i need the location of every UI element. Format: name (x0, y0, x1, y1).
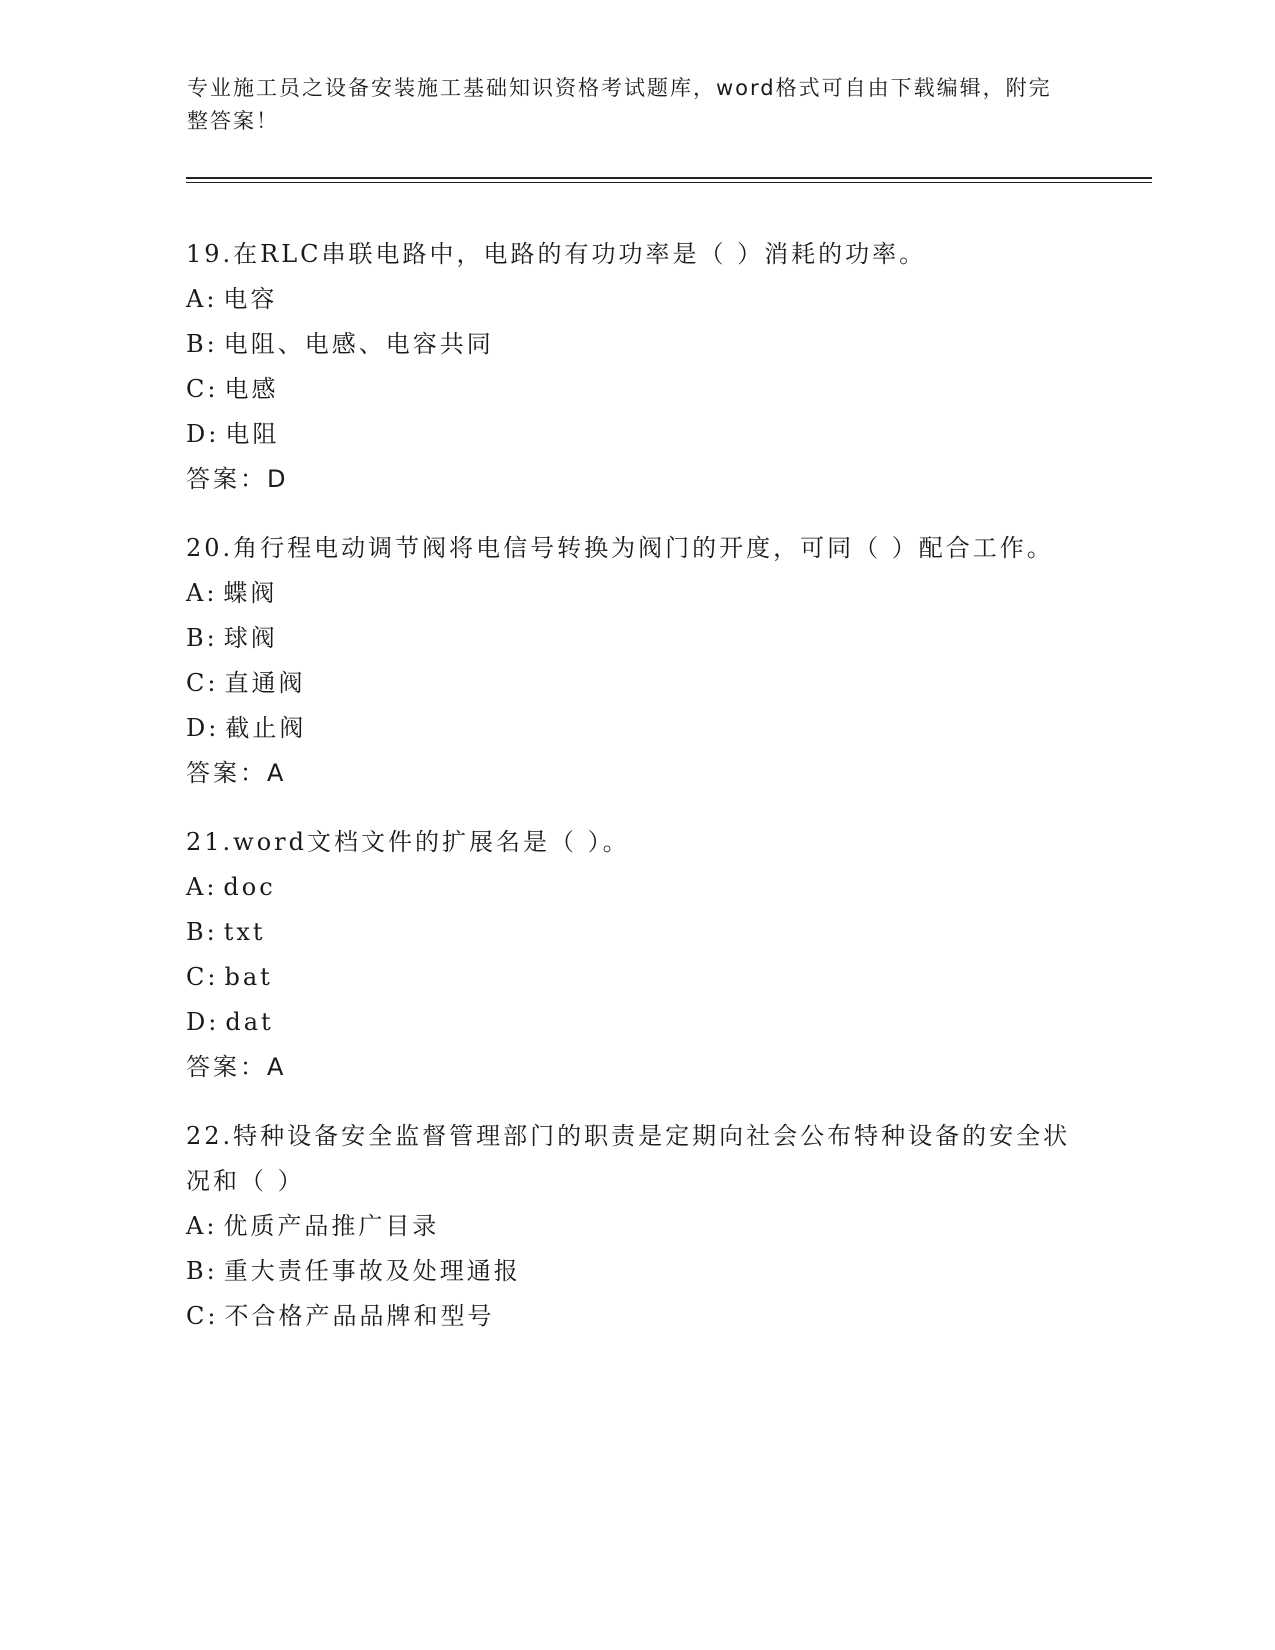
option-text: bat (224, 963, 273, 991)
option-text: 电容 (223, 285, 278, 313)
option-text: 蝶阀 (223, 579, 278, 607)
option-d (186, 412, 1086, 457)
option-text: 截止阀 (225, 714, 307, 742)
option-text: 重大责任事故及处理通报 (223, 1257, 521, 1285)
header-rule-thin (186, 182, 1152, 183)
option-label: B: (186, 1257, 218, 1285)
option-label: A: (186, 873, 218, 901)
question-list (186, 232, 1086, 1363)
option-text: 电阻 (225, 420, 280, 448)
option-label: A: (186, 285, 218, 313)
option-label: B: (186, 918, 218, 946)
answer: 答案：A (186, 759, 287, 787)
option-b (186, 616, 1086, 661)
option-text: dat (225, 1008, 274, 1036)
answer: 答案：A (186, 1053, 287, 1081)
option-c (186, 955, 1086, 1000)
question-text: 特种设备安全监督管理部门的职责是定期向社会公布特种设备的安全状况和（ ） (186, 1122, 1071, 1195)
option-label: D: (186, 420, 220, 448)
option-text: 电阻、电感、电容共同 (223, 330, 494, 358)
option-text: 优质产品推广目录 (223, 1212, 440, 1240)
option-a (186, 1204, 1086, 1249)
option-label: B: (186, 624, 218, 652)
option-a (186, 277, 1086, 322)
option-label: C: (186, 669, 219, 697)
question-number: 21. (186, 828, 234, 856)
question-22 (186, 1114, 1086, 1339)
option-label: C: (186, 963, 219, 991)
header-rule-thick (186, 177, 1152, 179)
option-c (186, 661, 1086, 706)
question-19 (186, 232, 1086, 502)
option-d (186, 1000, 1086, 1045)
option-label: C: (186, 1302, 219, 1330)
option-b (186, 1249, 1086, 1294)
option-text: doc (223, 873, 276, 901)
question-stem (186, 232, 1086, 277)
question-20 (186, 526, 1086, 796)
question-stem (186, 526, 1086, 571)
option-text: 不合格产品品牌和型号 (224, 1302, 495, 1330)
option-label: D: (186, 1008, 220, 1036)
option-text: 电感 (224, 375, 279, 403)
option-text: txt (223, 918, 266, 946)
document-header: 专业施工员之设备安装施工基础知识资格考试题库，word格式可自由下载编辑，附完整答案！ (187, 76, 1052, 133)
question-number: 20. (186, 534, 234, 562)
question-21 (186, 820, 1086, 1090)
option-label: A: (186, 579, 218, 607)
option-a (186, 865, 1086, 910)
question-text: 角行程电动调节阀将电信号转换为阀门的开度，可同（ ）配合工作。 (233, 534, 1054, 562)
option-d (186, 706, 1086, 751)
option-text: 球阀 (223, 624, 278, 652)
answer: 答案：D (186, 465, 289, 493)
option-label: A: (186, 1212, 218, 1240)
question-text: 在RLC串联电路中，电路的有功功率是（ ）消耗的功率。 (233, 240, 927, 268)
option-a (186, 571, 1086, 616)
question-text: word文档文件的扩展名是（ ）。 (233, 828, 630, 856)
option-b (186, 322, 1086, 367)
option-c (186, 1294, 1086, 1339)
option-b (186, 910, 1086, 955)
option-text: 直通阀 (224, 669, 306, 697)
question-number: 22. (186, 1122, 234, 1150)
question-stem (186, 820, 1086, 865)
question-stem (186, 1114, 1086, 1204)
option-label: D: (186, 714, 220, 742)
question-number: 19. (186, 240, 234, 268)
option-label: C: (186, 375, 219, 403)
option-label: B: (186, 330, 218, 358)
option-c (186, 367, 1086, 412)
